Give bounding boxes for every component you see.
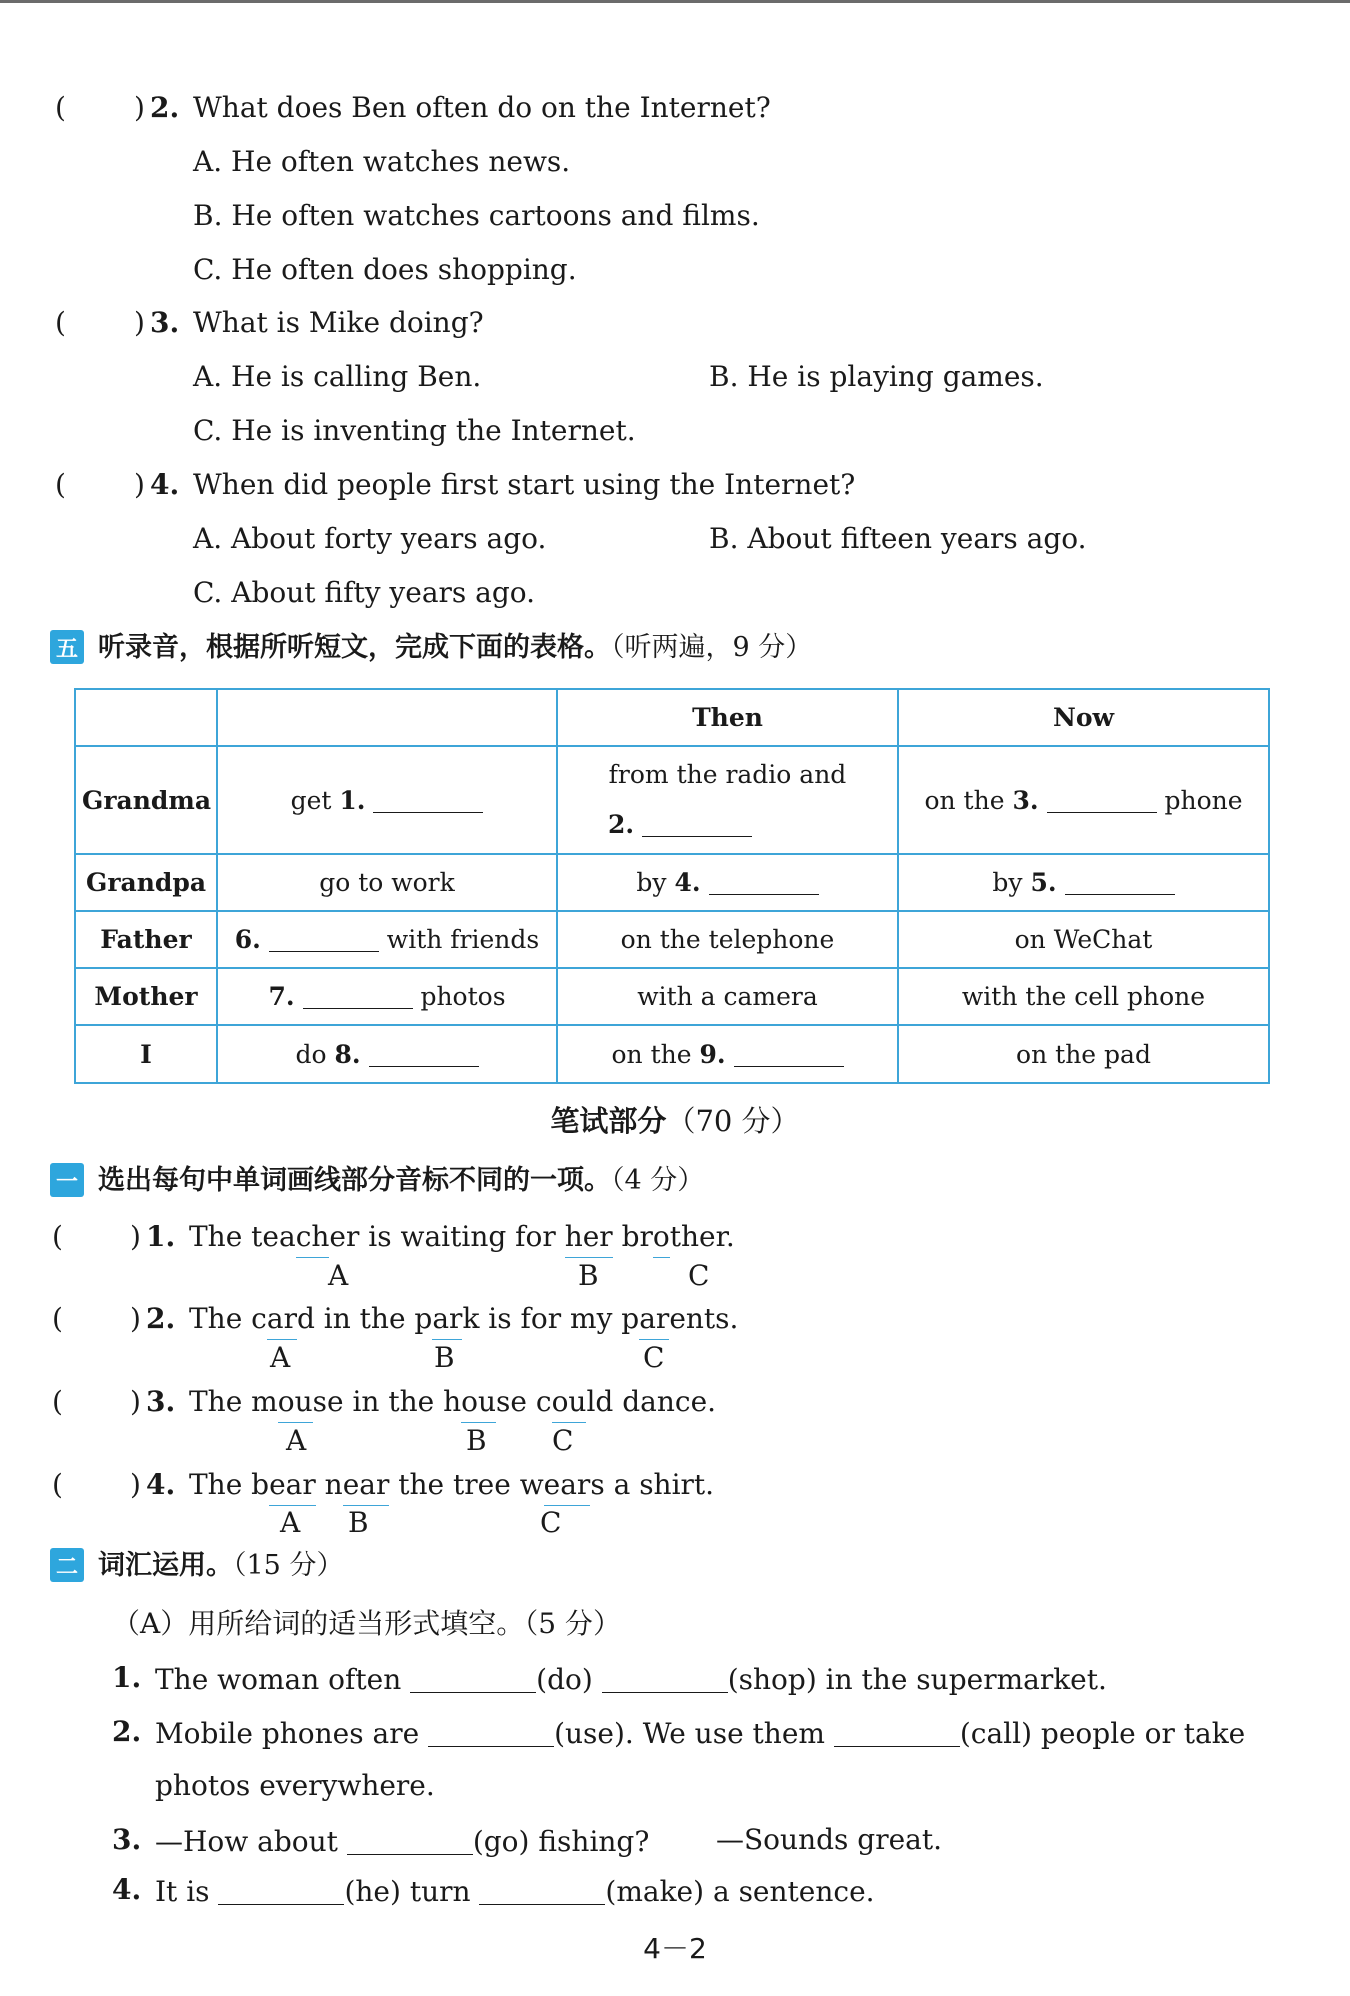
answer-blank-8[interactable] xyxy=(369,1041,479,1067)
text-part: a sentence. xyxy=(712,1875,875,1908)
underlined-part-b: her xyxy=(564,1220,613,1253)
answer-blank-3[interactable] xyxy=(1047,787,1157,813)
answer-blank[interactable] xyxy=(347,1826,473,1855)
item-number: 4. xyxy=(112,1873,142,1906)
hint-word: (make) xyxy=(605,1875,705,1908)
table-cell xyxy=(898,746,1269,854)
text-part: The m xyxy=(189,1385,278,1418)
item-number: 2. xyxy=(112,1715,142,1748)
table-cell: on the pad xyxy=(898,1025,1269,1083)
cell-text: from the radio and xyxy=(608,760,847,789)
answer-blank-2[interactable] xyxy=(642,811,752,837)
header-now: Now xyxy=(898,689,1269,746)
answer-paren-close: ) xyxy=(134,306,145,339)
text-part: The tea xyxy=(189,1220,296,1253)
table-cell xyxy=(217,968,557,1025)
cell-text: by xyxy=(992,868,1023,897)
text-part: The woman often xyxy=(155,1663,402,1696)
option-c: C. He is inventing the Internet. xyxy=(193,414,636,447)
answer-blank[interactable] xyxy=(834,1718,960,1747)
text-part: The b xyxy=(189,1468,270,1501)
cell-text: with friends xyxy=(386,925,540,954)
section-points: （4 分） xyxy=(611,1165,705,1196)
underlined-part-b: ar xyxy=(432,1302,463,1335)
answer-blank-7[interactable] xyxy=(303,983,413,1009)
page-number: 4－2 xyxy=(643,1932,707,1965)
table-cell: go to work xyxy=(217,854,557,911)
underlined-part-a: ou xyxy=(277,1385,313,1418)
option-a: A. He is calling Ben. xyxy=(193,360,482,393)
sentence xyxy=(189,1385,717,1418)
answer-paren-close: ) xyxy=(134,91,145,124)
option-b: B. He is playing games. xyxy=(709,360,1044,393)
blank-number: 6. xyxy=(234,925,261,954)
answer-blank[interactable] xyxy=(602,1664,728,1693)
choice-letter-c: C xyxy=(688,1259,710,1292)
question-text: What is Mike doing? xyxy=(193,306,484,339)
row-label: Grandpa xyxy=(75,854,217,911)
table-cell xyxy=(217,746,557,854)
item-number: 3. xyxy=(112,1823,142,1856)
choice-letter-c: C xyxy=(540,1506,562,1539)
table-cell: on WeChat xyxy=(898,911,1269,968)
cell-text: on the xyxy=(611,1039,692,1069)
blank-number: 3. xyxy=(1012,785,1039,815)
text-part: se c xyxy=(496,1385,552,1418)
answer-paren-open[interactable]: ( xyxy=(52,1302,63,1335)
hint-word: (call) xyxy=(959,1717,1033,1750)
table-cell xyxy=(557,746,898,854)
choice-letter-b: B xyxy=(578,1259,599,1292)
question-number: 4. xyxy=(150,468,180,501)
option-c: C. He often does shopping. xyxy=(193,253,577,286)
table-cell xyxy=(898,854,1269,911)
sentence xyxy=(189,1302,739,1335)
hint-word: (he) xyxy=(344,1875,401,1908)
answer-blank-6[interactable] xyxy=(269,926,379,952)
row-label: Mother xyxy=(75,968,217,1025)
text-part: —Sounds great. xyxy=(716,1823,943,1856)
choice-letter-c: C xyxy=(643,1341,665,1374)
header-then: Then xyxy=(557,689,898,746)
text-part: people or take xyxy=(1040,1717,1246,1750)
choice-letter-b: B xyxy=(466,1424,487,1457)
written-part-heading xyxy=(0,1104,1350,1138)
table-row-grandma xyxy=(75,746,1269,854)
option-a: A. About forty years ago. xyxy=(193,522,547,555)
listening-table xyxy=(74,688,1270,1084)
answer-paren-open[interactable]: ( xyxy=(52,1468,63,1501)
text-part: br xyxy=(612,1220,653,1253)
answer-blank[interactable] xyxy=(218,1876,344,1905)
text-part: s a shirt. xyxy=(590,1468,715,1501)
text-part: k is for my p xyxy=(462,1302,640,1335)
blank-number: 9. xyxy=(699,1039,726,1069)
section-badge-5: 五 xyxy=(50,630,84,664)
text-part: the tree w xyxy=(389,1468,544,1501)
text-part: n xyxy=(315,1468,343,1501)
text-part: ents. xyxy=(669,1302,739,1335)
table-row-grandpa xyxy=(75,854,1269,911)
table-cell xyxy=(557,854,898,911)
question-number: 2. xyxy=(146,1302,176,1335)
text-part: It is xyxy=(155,1875,210,1908)
blank-number: 5. xyxy=(1030,868,1057,897)
answer-blank-1[interactable] xyxy=(373,787,483,813)
cell-text: do xyxy=(295,1039,327,1069)
answer-paren-open[interactable]: ( xyxy=(55,468,66,501)
blank-number: 8. xyxy=(334,1039,361,1069)
text-part: se in the h xyxy=(312,1385,462,1418)
choice-letter-b: B xyxy=(348,1506,369,1539)
header-cell xyxy=(217,689,557,746)
table-cell: with the cell phone xyxy=(898,968,1269,1025)
underlined-part-a: ear xyxy=(269,1468,316,1501)
question-number: 4. xyxy=(146,1468,176,1501)
part-a-instruction: （A）用所给词的适当形式填空。（5 分） xyxy=(112,1607,621,1640)
section-badge-2: 二 xyxy=(50,1548,84,1582)
question-text: When did people first start using the Internet? xyxy=(193,468,856,501)
option-a: A. He often watches news. xyxy=(193,145,571,178)
answer-paren-close: ) xyxy=(130,1385,141,1418)
table-cell xyxy=(217,911,557,968)
underlined-part-c: o xyxy=(652,1220,670,1253)
section-title-text: 词汇运用。 xyxy=(98,1550,233,1581)
choice-letter-a: A xyxy=(328,1259,349,1292)
cell-text: get xyxy=(290,785,332,815)
top-border-line xyxy=(0,0,1350,3)
question-number: 3. xyxy=(150,306,180,339)
text-part: ld dance. xyxy=(586,1385,717,1418)
text-part: ther. xyxy=(669,1220,735,1253)
answer-blank[interactable] xyxy=(479,1876,605,1905)
hint-word: (use). xyxy=(554,1717,634,1750)
answer-paren-close: ) xyxy=(130,1468,141,1501)
section-points: （15 分） xyxy=(233,1550,344,1581)
underlined-part-b: ear xyxy=(342,1468,390,1501)
sentence xyxy=(189,1468,715,1501)
table-row-i xyxy=(75,1025,1269,1083)
table-cell xyxy=(217,1025,557,1083)
cell-text: on the xyxy=(924,785,1005,815)
written-title: 笔试部分 xyxy=(550,1104,667,1138)
item-line xyxy=(155,1826,649,1856)
section-title-text: 听录音，根据所听短文，完成下面的表格。 xyxy=(98,632,611,663)
row-label: Grandma xyxy=(75,746,217,854)
answer-paren-close: ) xyxy=(130,1220,141,1253)
text-part: —How about xyxy=(155,1825,338,1858)
answer-paren-close: ) xyxy=(130,1302,141,1335)
section-1-title xyxy=(98,1167,704,1194)
table-row-father xyxy=(75,911,1269,968)
choice-letter-c: C xyxy=(552,1424,574,1457)
question-number: 3. xyxy=(146,1385,176,1418)
question-text: What does Ben often do on the Internet? xyxy=(193,91,771,124)
item-number: 1. xyxy=(112,1661,142,1694)
question-number: 2. xyxy=(150,91,180,124)
row-label: I xyxy=(75,1025,217,1083)
choice-letter-b: B xyxy=(434,1341,455,1374)
option-b: B. About fifteen years ago. xyxy=(709,522,1087,555)
text-part: turn xyxy=(409,1875,471,1908)
text-part: d in the p xyxy=(296,1302,433,1335)
answer-paren-open[interactable]: ( xyxy=(52,1220,63,1253)
answer-blank[interactable] xyxy=(410,1664,536,1693)
text-part: We use them xyxy=(642,1717,825,1750)
cell-text: by xyxy=(636,868,667,897)
option-b: B. He often watches cartoons and films. xyxy=(193,199,760,232)
sentence xyxy=(189,1220,735,1253)
section-5-title xyxy=(98,634,812,661)
blank-number: 4. xyxy=(674,868,701,897)
cell-text: photos xyxy=(420,982,506,1011)
text-part: fishing? xyxy=(538,1825,650,1858)
item-line xyxy=(155,1876,875,1906)
text-part: in the supermarket. xyxy=(825,1663,1107,1696)
written-points: （70 分） xyxy=(666,1104,800,1138)
underlined-part-c: ear xyxy=(543,1468,591,1501)
text-part: The c xyxy=(189,1302,267,1335)
underlined-part-b: ou xyxy=(461,1385,497,1418)
blank-number: 7. xyxy=(268,982,295,1011)
text-part: photos everywhere. xyxy=(155,1769,435,1802)
choice-letter-a: A xyxy=(286,1424,307,1457)
answer-blank[interactable] xyxy=(428,1718,554,1747)
section-points: （听两遍，9 分） xyxy=(611,632,813,663)
underlined-part-a: ch xyxy=(295,1220,330,1253)
text-part: Mobile phones are xyxy=(155,1717,420,1750)
answer-blank-5[interactable] xyxy=(1065,869,1175,895)
underlined-part-a: ar xyxy=(266,1302,297,1335)
hint-word: (go) xyxy=(472,1825,530,1858)
blank-number: 1. xyxy=(339,785,366,815)
answer-blank-4[interactable] xyxy=(709,869,819,895)
underlined-part-c: ar xyxy=(639,1302,670,1335)
question-number: 1. xyxy=(146,1220,176,1253)
header-cell xyxy=(75,689,217,746)
answer-blank-9[interactable] xyxy=(734,1041,844,1067)
table-row-mother xyxy=(75,968,1269,1025)
choice-letter-a: A xyxy=(270,1341,291,1374)
answer-paren-open[interactable]: ( xyxy=(55,306,66,339)
hint-word: (do) xyxy=(536,1663,593,1696)
option-c: C. About fifty years ago. xyxy=(193,576,536,609)
underlined-part-c: ou xyxy=(551,1385,587,1418)
cell-text: phone xyxy=(1164,785,1243,815)
choice-letter-a: A xyxy=(280,1506,301,1539)
section-2-title xyxy=(98,1552,343,1579)
blank-number: 2. xyxy=(608,810,635,839)
item-line xyxy=(155,1718,1245,1748)
table-header-row xyxy=(75,689,1269,746)
answer-paren-open[interactable]: ( xyxy=(52,1385,63,1418)
answer-paren-open[interactable]: ( xyxy=(55,91,66,124)
table-cell: with a camera xyxy=(557,968,898,1025)
text-part: er is waiting for xyxy=(329,1220,565,1253)
row-label: Father xyxy=(75,911,217,968)
section-title-text: 选出每句中单词画线部分音标不同的一项。 xyxy=(98,1165,611,1196)
table-cell: on the telephone xyxy=(557,911,898,968)
answer-paren-close: ) xyxy=(134,468,145,501)
table-cell xyxy=(557,1025,898,1083)
hint-word: (shop) xyxy=(727,1663,817,1696)
section-badge-1: 一 xyxy=(50,1163,84,1197)
item-line xyxy=(155,1664,1107,1694)
